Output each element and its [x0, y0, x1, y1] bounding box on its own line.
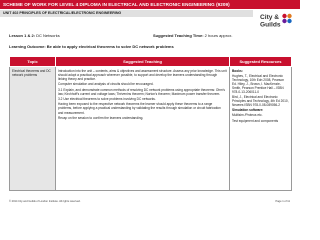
logo-line-1: City &	[260, 14, 280, 21]
logo-dot-blue	[287, 19, 291, 23]
logo-dot-red	[282, 14, 286, 18]
footer-copyright: © 2014 City and Guilds of London Institute. All rights reserved.	[9, 200, 81, 203]
teaching-intro: Introduction into the unit – contents, aims & objectives and assessment structure. Assess any prior knowledge. This unit should adopt a practical approach wherever possible, to support and develop the learners understanding through linking theory and practice.	[58, 68, 227, 81]
logo-dot-orange	[287, 14, 291, 18]
topic-text: Electrical theorems and DC network problems	[12, 68, 51, 77]
scheme-title-bar	[0, 0, 300, 9]
learning-outcome: Learning Outcome: Be able to apply electrical theorems to solve DC network problems	[9, 44, 174, 49]
header-teaching: Suggested Teaching	[56, 57, 230, 67]
books-heading: Books:	[232, 68, 243, 73]
lesson-title	[9, 33, 60, 38]
table-row	[10, 67, 292, 191]
book-bird: Bird, J., Electrical and Electronic Principles and Technology, 4th Ed 2010, Newnes ISBN 978-0-08-089056-2	[232, 95, 289, 108]
teaching-simulation: Computer simulation and analysis of circuits should be encouraged.	[58, 82, 154, 87]
lesson-value: DC Networks	[36, 33, 60, 38]
header-topic: Topic	[10, 57, 56, 67]
city-and-guilds-logo	[259, 12, 295, 28]
teaching-time-value: 2 hours approx.	[204, 33, 233, 38]
teaching-3-1: 3.1 Explain, and demonstrate common methods of resolving DC network problems using appropriate theorems: Ohm's law; Kirchhoff's current and voltage laws; Thévenins theorem; Norton's theorem; Maximum power transfer theorem.	[58, 88, 225, 97]
footer-page-number: Page 1 of 11	[275, 200, 290, 203]
logo-dot-purple	[282, 19, 286, 23]
simulation-software: Multisim /Proteus etc.	[232, 113, 263, 118]
teaching-3-2: 3.2 Use electrical theorems to solve problems involving DC networks.	[58, 97, 156, 102]
simulation-heading: Simulation software:	[232, 108, 264, 113]
teaching-recap: Recap on the session to confirm the learners understanding.	[58, 116, 144, 121]
teaching-cell	[56, 67, 230, 191]
logo-line-2: Guilds	[260, 21, 281, 28]
teaching-time-label: Suggested Teaching Time:	[153, 33, 204, 38]
unit-bar	[0, 10, 253, 17]
scheme-table	[9, 56, 292, 191]
lesson-label: Lesson 1 & 2:	[9, 33, 36, 38]
unit-title: UNIT 402 PRINCIPLES OF ELECTRICAL/ELECTRONIC ENGINEERING	[3, 11, 122, 15]
table-header-row	[10, 57, 292, 67]
topic-cell	[10, 67, 56, 191]
scheme-title: SCHEME OF WORK FOR LEVEL 4 DIPLOMA IN ELECTRICAL AND ELECTRONIC ENGINEERING (9209)	[3, 2, 230, 7]
header-resources: Suggested Resources	[230, 57, 292, 67]
teaching-time	[153, 33, 232, 38]
test-equipment: Test equipment and components	[232, 118, 279, 123]
teaching-apply: Having been exposed to the respective network theorems the learner should apply these theorems to a range problems, before applying a practical understanding by validating the results through simulation or circuit fabrication and measurement.	[58, 102, 221, 115]
book-hughes: Hughes, T., Electrical and Electronic Technology, 10th Edn 2008, Pearson Ed. Hiley, J., Brown, I. MacKenzie-Smith, Pearson Prentice Hall – ISBN 978-0-13-206011-0	[232, 73, 285, 94]
resources-cell	[230, 67, 292, 191]
